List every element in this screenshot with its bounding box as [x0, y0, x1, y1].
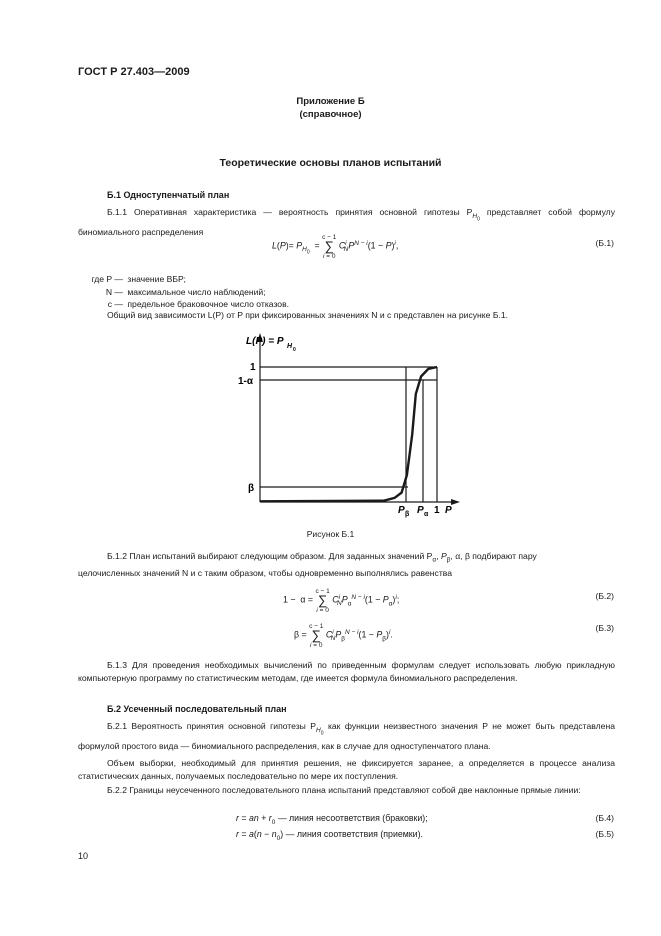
paragraph-b2-1-cont: Объем выборки, необходимый для принятия решения, не фиксируется заранее, а определяется в процессе анализа статистических данных, получаемых последовательно по мере их поступления.	[78, 758, 615, 782]
paragraph-b2-2: Б.2.2 Границы неусеченного последовательного плана испытаний представляют собой две наклонные прямые линии:	[107, 785, 581, 795]
svg-text:β: β	[405, 511, 410, 518]
formula-b3: β = c − 1 ∑ i = 0 $C^i_NP_\beta^{N - i}(1 - P_\beta)^i$.	[294, 623, 393, 649]
equation-number-b3: (Б.3)	[595, 623, 614, 633]
section-b1-heading: Б.1 Одноступенчатый план	[107, 190, 230, 200]
paragraph-b1-1-end: представляет собой формулу биномиального распределения	[78, 207, 615, 238]
equation-number-b5: (Б.5)	[595, 829, 614, 839]
svg-text:0: 0	[293, 347, 296, 353]
formula-b2: 1 − α = c − 1 ∑ i = 0 $C^i_NP_\alpha^{N - i}(1 - P_\alpha)^i$;	[283, 588, 400, 614]
x-tick-p-alpha: P	[417, 505, 424, 516]
page-number: 10	[78, 851, 89, 861]
paragraph-general-view: Общий вид зависимости L(P) от P при фиксированных значениях N и c представлен на рисунке Б.1.	[107, 310, 509, 320]
appendix-title: Приложение Б	[296, 96, 365, 107]
y-tick-beta: β	[248, 483, 255, 494]
x-tick-one: 1	[434, 505, 440, 516]
formula-b4: r = an + $r_0$ — линия несоответствия (браковки);	[236, 813, 428, 826]
x-axis-label: P	[445, 505, 452, 516]
document-code: ГОСТ Р 27.403—2009	[78, 66, 190, 78]
figure-caption: Рисунок Б.1	[306, 529, 355, 539]
definition-n: N — максимальное число наблюдений;	[105, 286, 266, 297]
paragraph-b1-3: Б.1.3 Для проведения необходимых вычислений по приведенным формулам следует использовать любую прикладную компьютерную программу по статистическим методам, где имеется формула биномиального распределения.	[78, 660, 615, 684]
equation-number-b2: (Б.2)	[595, 591, 614, 601]
y-axis-label: L(P) = P	[246, 336, 284, 347]
section-title: Теоретические основы планов испытаний	[219, 157, 442, 169]
y-tick-1: 1	[250, 362, 256, 373]
svg-text:H: H	[287, 343, 293, 350]
definition-p: где P — значение ВБР;	[91, 274, 186, 284]
y-tick-1-alpha: 1-α	[238, 376, 254, 387]
paragraph-b1-2: Б.1.2 План испытаний выбирают следующим образом. Для заданных значений $P_\alpha$, $P_\beta$, α, β подбирают пару целочисленных значений N и c таким образом, чтобы одновременно выполнялись равенства	[78, 551, 537, 579]
paragraph-b1-1-start: Б.1.1 Оперативная характеристика — вероятность принятия основной гипотезы P	[107, 207, 473, 217]
figure-b1-chart	[230, 330, 470, 520]
section-b2-heading: Б.2 Усеченный последовательный план	[107, 704, 287, 714]
appendix-subtitle: (справочное)	[299, 109, 362, 120]
equation-number-b1: (Б.1)	[595, 238, 614, 248]
x-tick-p-beta: P	[398, 505, 405, 516]
formula-b1: $L(P)= P_{H_0} = c - 1$ ∑ i = 0 $C^i_NP^{N - i}(1 - P)^i$,	[272, 234, 399, 260]
definitions-list	[78, 273, 289, 311]
svg-text:α: α	[424, 511, 429, 518]
formula-b5: $r = a(n - n_0)$ — линия соответствия (приемки).	[236, 829, 423, 842]
equation-number-b4: (Б.4)	[595, 813, 614, 823]
oc-curve-line	[260, 367, 437, 501]
definition-c: c — предельное браковочное число отказов.	[107, 299, 290, 310]
paragraph-b1-1: Б.1.1 Оперативная характеристика — вероятность принятия основной гипотезы $P_{H_0}$ представляет собой формулу биномиального распределения	[78, 207, 615, 238]
paragraph-b2-1: Б.2.1 Вероятность принятия основной гипотезы $P_{H_0}$ как функции неизвестного значения P не может быть представлена формулой простого вида — биномиального распределения, как в случае для одноступенчатого плана.	[78, 721, 615, 752]
